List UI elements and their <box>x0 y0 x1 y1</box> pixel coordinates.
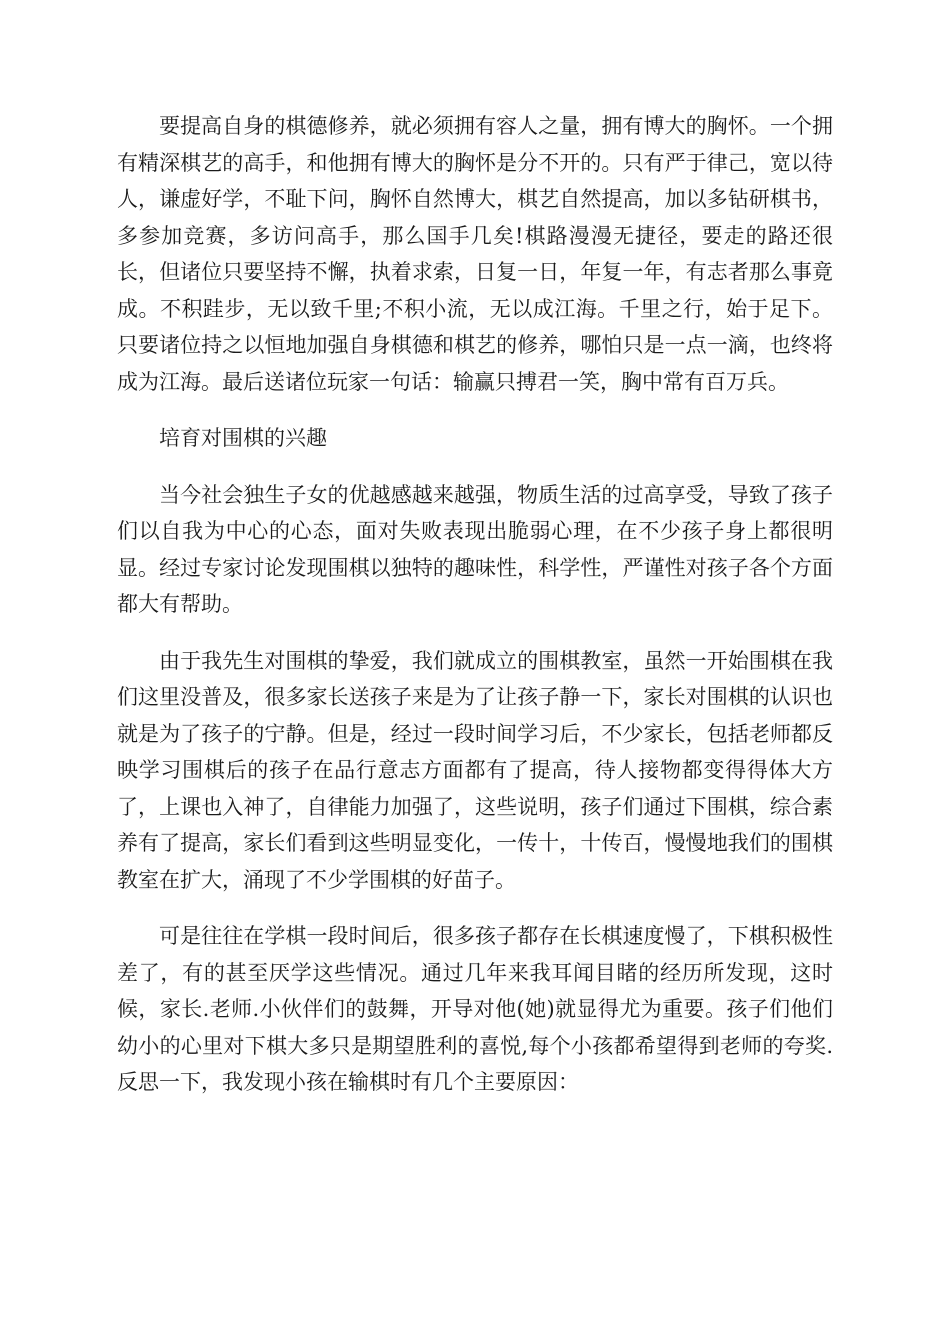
paragraph-problems: 可是往往在学棋一段时间后，很多孩子都存在长棋速度慢了，下棋积极性差了，有的甚至厌学这些情况。通过几年来我耳闻目睹的经历所发现，这时候，家长.老师.小伙伴们的鼓舞，开导对他(她)就显得尤为重要。孩子们他们幼小的心里对下棋大多只是期望胜利的喜悦,每个小孩都希望得到老师的夸奖.反思一下，我发现小孩在输棋时有几个主要原因： <box>117 924 833 1094</box>
paragraph-chess-virtue: 要提高自身的棋德修养，就必须拥有容人之量，拥有博大的胸怀。一个拥有精深棋艺的高手，和他拥有博大的胸怀是分不开的。只有严于律己，宽以待人，谦虚好学，不耻下问，胸怀自然博大，棋艺自然提高，加以多钻研棋书，多参加竞赛，多访问高手，那么国手几矣!棋路漫漫无捷径，要走的路还很长，但诸位只要坚持不懈，执着求索，日复一日，年复一年，有志者那么事竟成。不积跬步，无以致千里;不积小流，无以成江海。千里之行，始于足下。只要诸位持之以恒地加强自身棋德和棋艺的修养，哪怕只是一点一滴，也终将成为江海。最后送诸位玩家一句话：输赢只搏君一笑，胸中常有百万兵。 <box>117 114 833 394</box>
paragraph-society: 当今社会独生子女的优越感越来越强，物质生活的过高享受，导致了孩子们以自我为中心的心态，面对失败表现出脆弱心理，在不少孩子身上都很明显。经过专家讨论发现围棋以独特的趣味性，科学性，严谨性对孩子各个方面都大有帮助。 <box>117 482 833 616</box>
document-body <box>117 108 833 1121</box>
paragraph-classroom: 由于我先生对围棋的挚爱，我们就成立的围棋教室，虽然一开始围棋在我们这里没普及，很多家长送孩子来是为了让孩子静一下，家长对围棋的认识也就是为了孩子的宁静。但是，经过一段时间学习后，不少家长，包括老师都反映学习围棋后的孩子在品行意志方面都有了提高，待人接物都变得得体大方了，上课也入神了，自律能力加强了，这些说明，孩子们通过下围棋，综合素养有了提高，家长们看到这些明显变化，一传十，十传百，慢慢地我们的围棋教室在扩大，涌现了不少学围棋的好苗子。 <box>117 648 833 892</box>
section-heading-interest: 培育对围棋的兴趣 <box>159 426 327 450</box>
